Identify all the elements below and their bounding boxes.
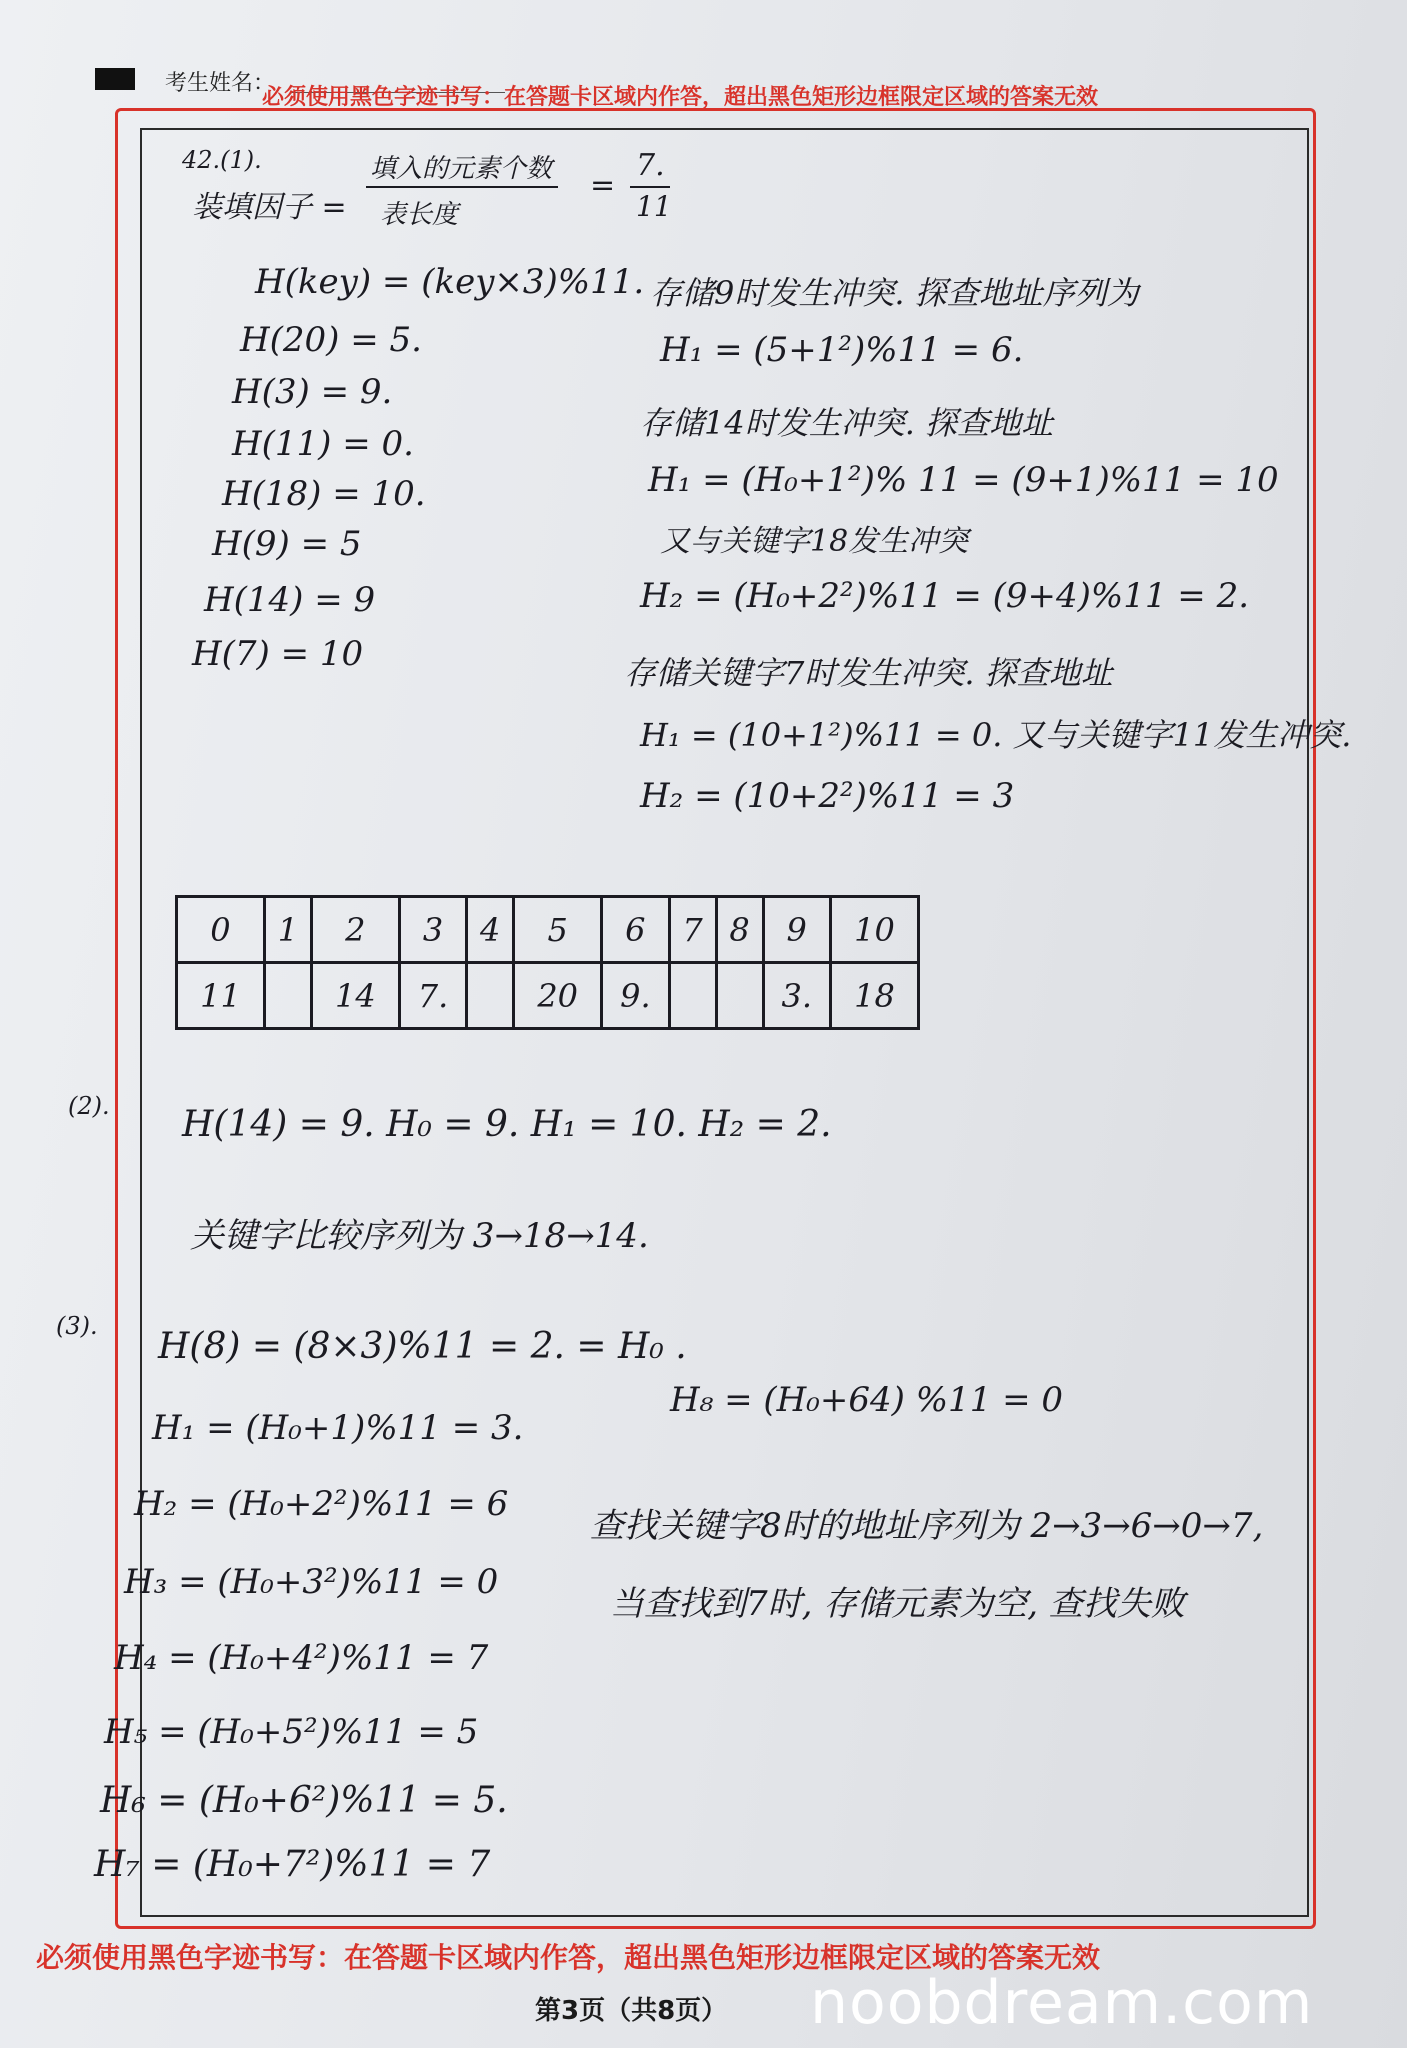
watermark: noobdream.com [810,1968,1314,2038]
key-cell: 9. [602,963,669,1029]
q3-conclusion: 当查找到7时, 存储元素为空, 查找失败 [610,1584,1185,1624]
top-notice: 必须使用黑色字迹书写：在答题卡区域内作答，超出黑色矩形边框限定区域的答案无效 [262,85,1099,110]
index-cell: 5 [514,897,602,963]
load-factor-label: 装填因子 = [192,190,347,225]
key-cell: 3. [763,963,830,1029]
hash-line: H(14) = 9 [204,580,376,620]
q3-line: H₃ = (H₀+3²)%11 = 0 [124,1562,499,1602]
hash-line: H(key) = (key×3)%11. [255,262,645,302]
load-factor-numerator: 填入的元素个数 [370,154,553,184]
bottom-notice: 必须使用黑色字迹书写：在答题卡区域内作答，超出黑色矩形边框限定区域的答案无效 [36,1941,1101,1974]
hash-line: H(9) = 5 [212,524,362,564]
q3-line: H(8) = (8×3)%11 = 2. = H₀ . [158,1326,687,1367]
q3-line: H₂ = (H₀+2²)%11 = 6 [134,1484,509,1524]
index-cell: 3 [399,897,466,963]
key-cell [669,963,716,1029]
key-cell [467,963,514,1029]
hash-table [175,895,920,1030]
index-cell: 9 [763,897,830,963]
index-cell: 0 [177,897,265,963]
q2-line: H(14) = 9. H₀ = 9. H₁ = 10. H₂ = 2. [182,1104,832,1145]
key-cell [716,963,763,1029]
probe-line: H₁ = (5+1²)%11 = 6. [660,330,1024,370]
key-cell [264,963,311,1029]
hash-line: H(18) = 10. [222,474,426,514]
q2-line: 关键字比较序列为 3→18→14. [190,1216,649,1256]
name-label: 考生姓名： [165,71,276,96]
probe-line: 存储14时发生冲突. 探查地址 [640,404,1054,442]
key-cell: 20 [514,963,602,1029]
index-cell: 6 [602,897,669,963]
index-cell: 2 [311,897,399,963]
probe-line: H₂ = (H₀+2²)%11 = (9+4)%11 = 2. [640,576,1250,616]
load-factor-denominator: 表长度 [380,200,459,230]
key-cell: 14 [311,963,399,1029]
q3-line: H₄ = (H₀+4²)%11 = 7 [114,1638,489,1678]
hash-line: H(7) = 10 [192,634,364,674]
probe-line: H₁ = (H₀+1²)% 11 = (9+1)%11 = 10 [648,460,1279,500]
key-cell: 11 [177,963,265,1029]
fraction-bar [366,186,558,188]
load-factor-value-denominator: 11 [636,190,672,223]
question-number: 42.(1). [182,146,262,174]
alignment-mark [95,68,135,90]
index-cell: 10 [830,897,918,963]
key-cell: 7. [399,963,466,1029]
index-cell: 8 [716,897,763,963]
probe-line: 又与关键字18发生冲突 [660,524,969,559]
index-cell: 7 [669,897,716,963]
q3-line: H₁ = (H₀+1)%11 = 3. [152,1408,524,1448]
page-number: 第3页（共8页） [535,1996,728,2026]
question-number: (2). [68,1092,110,1120]
q3-line: H₅ = (H₀+5²)%11 = 5 [104,1712,479,1752]
table-row [177,897,919,963]
key-cell: 18 [830,963,918,1029]
hash-line: H(3) = 9. [232,372,393,412]
probe-line: H₁ = (10+1²)%11 = 0. 又与关键字11发生冲突. [640,716,1352,754]
q3-conclusion: 查找关键字8时的地址序列为 2→3→6→0→7, [590,1506,1264,1546]
index-cell: 4 [467,897,514,963]
equals-sign: = [590,168,616,203]
hash-line: H(11) = 0. [232,424,414,464]
h8-line: H₈ = (H₀+64) %11 = 0 [670,1380,1064,1420]
q3-line: H₇ = (H₀+7²)%11 = 7 [94,1844,491,1885]
q3-line: H₆ = (H₀+6²)%11 = 5. [100,1780,508,1821]
load-factor-value-numerator: 7. [636,148,665,183]
table-row [177,963,919,1029]
probe-line: 存储9时发生冲突. 探查地址序列为 [650,274,1139,312]
hash-line: H(20) = 5. [240,320,422,360]
index-cell: 1 [264,897,311,963]
value-fraction-bar [630,186,670,188]
question-number: (3). [56,1312,98,1340]
probe-line: H₂ = (10+2²)%11 = 3 [640,776,1015,816]
probe-line: 存储关键字7时发生冲突. 探查地址 [624,654,1113,692]
